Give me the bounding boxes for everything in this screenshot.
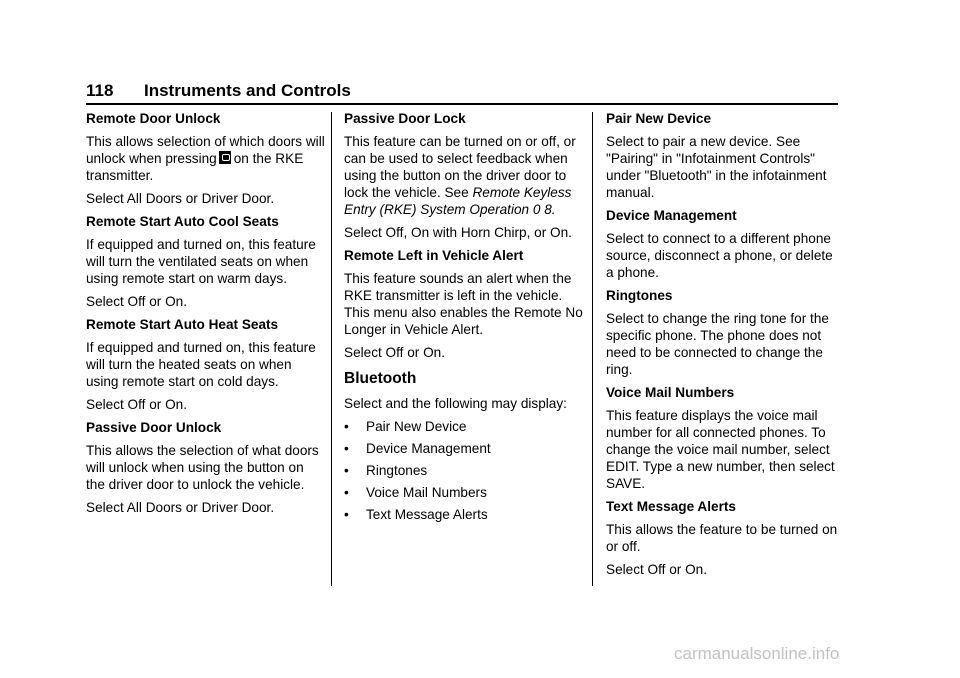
heading-passive-unlock: Passive Door Unlock <box>86 420 222 435</box>
ringtones-text: Select to change the ring tone for the specific phone. The phone does not need to be connected to change the ring. <box>606 311 829 377</box>
text-alerts-text: This allows the feature to be turned on or off. <box>606 522 838 554</box>
list-item-label: Ringtones <box>366 463 428 478</box>
column-3 <box>606 110 844 584</box>
column-1 <box>86 110 326 522</box>
section-title: Instruments and Controls <box>144 81 351 100</box>
list-item-label: Voice Mail Numbers <box>366 485 487 500</box>
list-item <box>344 484 586 501</box>
bullet-dot: • <box>344 419 349 434</box>
heading-device-management: Device Management <box>606 208 737 223</box>
auto-cool-text: If equipped and turned on, this feature will turn the ventilated seats on when using remote start on warm days. <box>86 237 316 286</box>
heading-passive-lock: Passive Door Lock <box>344 111 466 126</box>
key-fob-icon <box>219 151 231 164</box>
heading-pair-new-device: Pair New Device <box>606 111 712 126</box>
left-alert-options: Select Off or On. <box>344 345 445 360</box>
bullet-dot: • <box>344 463 349 478</box>
column-2 <box>344 110 586 528</box>
remote-door-unlock-text <box>86 133 326 184</box>
list-item <box>344 440 586 457</box>
heading-voice-mail: Voice Mail Numbers <box>606 385 735 400</box>
device-management-text: Select to connect to a different phone source, disconnect a phone, or delete a phone. <box>606 231 833 280</box>
page-reference: 0 8. <box>532 202 556 217</box>
bullet-dot: • <box>344 441 349 456</box>
text-alerts-options: Select Off or On. <box>606 562 707 577</box>
column-divider-2 <box>592 112 593 586</box>
auto-cool-options: Select Off or On. <box>86 294 187 309</box>
passive-unlock-text: This allows the selection of what doors will unlock when using the button on the driver door to unlock the vehicle. <box>86 443 319 492</box>
passive-lock-body: This feature can be turned on or off, or can be used to select feedback when using the button on the driver door to lock the vehicle. See <box>344 134 576 200</box>
heading-remote-door-unlock: Remote Door Unlock <box>86 111 221 126</box>
pair-text: Select to pair a new device. See "Pairing" in "Infotainment Controls" under "Bluetooth" in the infotainment manual. <box>606 134 827 200</box>
rke-link[interactable]: Remote Keyless Entry (RKE) System Operation <box>344 185 572 217</box>
left-alert-text: This feature sounds an alert when the RKE transmitter is left in the vehicle. This menu also enables the Remote No Longer in Vehicle Alert. <box>344 271 583 337</box>
auto-heat-options: Select Off or On. <box>86 397 187 412</box>
heading-text-alerts: Text Message Alerts <box>606 499 736 514</box>
passive-unlock-options: Select All Doors or Driver Door. <box>86 500 275 515</box>
heading-bluetooth: Bluetooth <box>344 370 417 387</box>
passive-lock-text <box>344 133 586 218</box>
heading-auto-heat: Remote Start Auto Heat Seats <box>86 317 279 332</box>
list-item-label: Pair New Device <box>366 419 467 434</box>
list-item <box>344 418 586 435</box>
bullet-dot: • <box>344 485 349 500</box>
remote-door-unlock-text-b: on the RKE transmitter. <box>86 151 304 183</box>
heading-ringtones: Ringtones <box>606 288 673 303</box>
page-number: 118 <box>86 81 114 100</box>
auto-heat-text: If equipped and turned on, this feature will turn the heated seats on when using remote start on cold days. <box>86 340 316 389</box>
heading-left-alert: Remote Left in Vehicle Alert <box>344 248 524 263</box>
voice-mail-text: This feature displays the voice mail number for all connected phones. To change the voice mail number, select EDIT. Type a new number, then select SAVE. <box>606 408 835 491</box>
passive-lock-options: Select Off, On with Horn Chirp, or On. <box>344 225 572 240</box>
page-header <box>86 80 838 102</box>
remote-door-unlock-options: Select All Doors or Driver Door. <box>86 191 275 206</box>
list-item <box>344 462 586 479</box>
remote-door-unlock-text-a: This allows selection of which doors will unlock when pressing <box>86 134 325 166</box>
heading-auto-cool: Remote Start Auto Cool Seats <box>86 214 279 229</box>
list-item-label: Device Management <box>366 441 491 456</box>
watermark: carmanualsonline.info <box>674 644 840 663</box>
bullet-dot: • <box>344 507 349 522</box>
list-item <box>344 506 586 523</box>
header-line <box>86 80 838 102</box>
bluetooth-intro: Select and the following may display: <box>344 396 567 411</box>
header-rule <box>86 103 838 105</box>
column-divider-1 <box>331 112 332 586</box>
list-item-label: Text Message Alerts <box>366 507 488 522</box>
